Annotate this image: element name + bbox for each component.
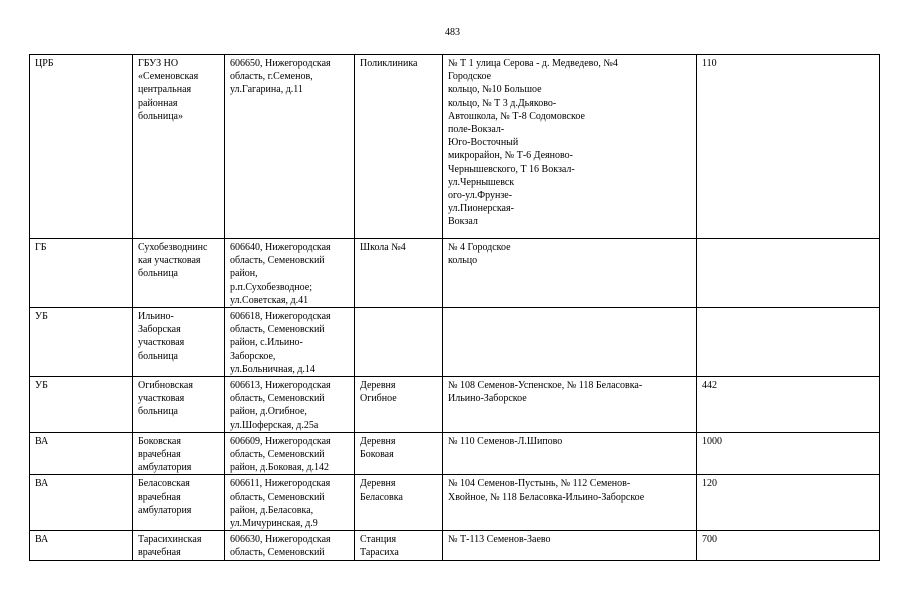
facility-address-cell: 606640, Нижегородская область, Семеновский район, р.п.Сухобезводное; ул.Советская, д.41 (225, 239, 355, 308)
facility-name-cell: Огибновская участковая больница (133, 377, 225, 433)
bus-stop-cell: Школа №4 (355, 239, 443, 308)
table-row (30, 377, 880, 433)
facility-address-cell: 606650, Нижегородская область, г.Семенов, ул.Гагарина, д.11 (225, 55, 355, 239)
facility-type-cell: ГБ (30, 239, 133, 308)
value-cell (697, 239, 880, 308)
bus-stop-cell: Деревня Боковая (355, 432, 443, 475)
facility-type-cell: ВА (30, 531, 133, 560)
page-number: 483 (445, 27, 460, 38)
facility-address-cell: 606630, Нижегородская область, Семеновский (225, 531, 355, 560)
facility-type-cell: УБ (30, 308, 133, 377)
value-cell: 110 (697, 55, 880, 239)
value-cell: 120 (697, 475, 880, 531)
bus-stop-cell: Поликлиника (355, 55, 443, 239)
value-cell (697, 308, 880, 377)
bus-routes-cell: № 108 Семенов-Успенское, № 118 Беласовка- Ильино-Заборское (443, 377, 697, 433)
table-row (30, 55, 880, 239)
table-row (30, 432, 880, 475)
facility-type-cell: УБ (30, 377, 133, 433)
facility-name-cell: Тарасихинская врачебная (133, 531, 225, 560)
bus-stop-cell: Деревня Беласовка (355, 475, 443, 531)
facility-type-cell: ВА (30, 432, 133, 475)
bus-routes-cell: № 4 Городское кольцо (443, 239, 697, 308)
value-cell: 442 (697, 377, 880, 433)
facility-name-cell: ГБУЗ НО «Семеновская центральная районная больница» (133, 55, 225, 239)
facility-name-cell: Боковская врачебная амбулатория (133, 432, 225, 475)
table-row (30, 239, 880, 308)
facility-type-cell: ВА (30, 475, 133, 531)
value-cell: 1000 (697, 432, 880, 475)
table-row (30, 531, 880, 560)
bus-stop-cell: Деревня Огибное (355, 377, 443, 433)
facility-name-cell: Сухобезводнинс кая участковая больница (133, 239, 225, 308)
bus-routes-cell: № Т 1 улица Серова - д. Медведево, №4 Городское кольцо, №10 Большое кольцо, № Т 3 д.Дьяково- Автошкола, № Т-8 Содомовское поле-Вокзал- Юго-Восточный микрорайон, № Т-6 Деяново- Чернышевского, Т 16 Вокзал- ул.Чернышевск ого-ул.Фрунзе- ул.Пионерская- Вокзал (443, 55, 697, 239)
facility-address-cell: 606613, Нижегородская область, Семеновский район, д.Огибное, ул.Шоферская, д.25а (225, 377, 355, 433)
facility-address-cell: 606618, Нижегородская область, Семеновский район, с.Ильино- Заборское, ул.Больничная, д.14 (225, 308, 355, 377)
facility-address-cell: 606611, Нижегородская область, Семеновский район, д.Беласовка, ул.Мичуринская, д.9 (225, 475, 355, 531)
facility-name-cell: Беласовская врачебная амбулатория (133, 475, 225, 531)
bus-routes-cell: № Т-113 Семенов-Заево (443, 531, 697, 560)
value-cell: 700 (697, 531, 880, 560)
table-row (30, 475, 880, 531)
table-row (30, 308, 880, 377)
facility-address-cell: 606609, Нижегородская область, Семеновский район, д.Боковая, д.142 (225, 432, 355, 475)
bus-stop-cell (355, 308, 443, 377)
facility-type-cell: ЦРБ (30, 55, 133, 239)
facility-name-cell: Ильино- Заборская участковая больница (133, 308, 225, 377)
bus-routes-cell: № 110 Семенов-Л.Шипово (443, 432, 697, 475)
bus-stop-cell: Станция Тарасиха (355, 531, 443, 560)
facilities-table (29, 54, 880, 561)
bus-routes-cell (443, 308, 697, 377)
bus-routes-cell: № 104 Семенов-Пустынь, № 112 Семенов- Хвойное, № 118 Беласовка-Ильино-Заборское (443, 475, 697, 531)
